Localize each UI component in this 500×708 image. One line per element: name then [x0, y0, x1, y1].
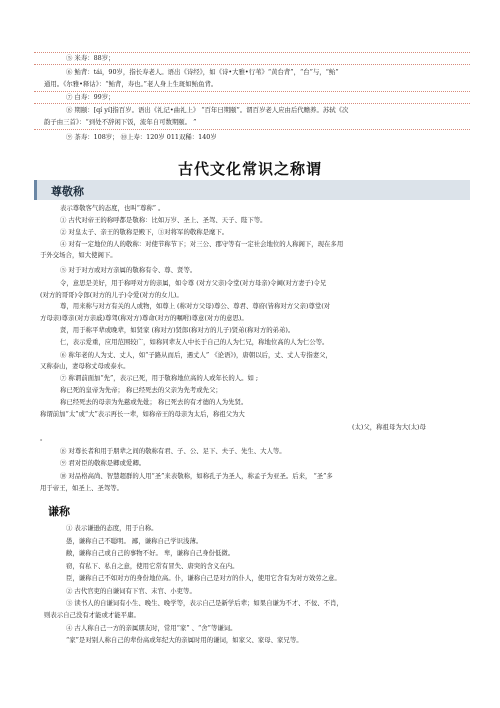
text-line: ⑨ 茶寿：108岁； ⑩上寿：120岁 011双稀：140岁: [66, 133, 217, 141]
text-line: ② 对皇太子、亲王的敬称是殿下，③对将军的敬称是麾下。: [60, 228, 229, 236]
page-title: 古代文化常识之称谓: [177, 160, 322, 178]
text-line: “家”是对别人称自己的辈份高或年纪大的亲属时用的谦词，如家父、家母、家兄等。: [66, 636, 303, 644]
section-header-humble: [34, 500, 470, 520]
text-line: ⑧ 对尊长者和用于朋辈之间的敬称有君、子、公、足下、夫子、先生、大人等。: [60, 447, 286, 455]
text-line: ⑨ 君对臣的敬称是卿或爱卿。: [60, 459, 146, 467]
text-line: ⑦ 称谓前面加“先”，表示已死，用于敬称地位高的人或年长的人。如 ;: [60, 374, 259, 382]
text-line: 通用。《尔雅•释诂》：“鲐背，寿也。”老人身上生斑如鲐鱼背。: [44, 80, 218, 88]
text-line: 韵子由三首》：“到处不辞闲下饭，流年自可数期颐。 ”: [44, 118, 197, 126]
text-line: 愚，谦称自己不聪明。 鄙，谦称自己学识浅薄。: [66, 537, 203, 545]
text-line: 称已经死去的母亲为先慈或先妣； 称已死去的有才德的人为先贤。: [60, 398, 248, 406]
text-line: 贤，用于称平辈或晚辈，如贤家 (称对方)贤郎(称对方的儿子)贤弟(称对方的弟弟)。: [60, 326, 295, 334]
text-line: 方母亲)尊亲(对方亲戚)尊驾(称对方)尊命(对方的嘱咐)尊意(对方的意思)。: [40, 314, 248, 322]
text-line: ③ 读书人的自谦词有小生、晚生、晚学等，表示自己是新学后辈；如果自谦为不才、不佞、不肖，: [66, 599, 343, 607]
text-line: ④ 古人称自己一方的亲属朋友时，常用“家” 、“舍”等谦词。: [66, 624, 237, 632]
section-heading: 尊敬称: [51, 185, 84, 198]
divider: [34, 129, 470, 130]
text-line: ⑥ 鲐背：tái，90岁，指长寿老人。语出《诗经》，如《诗•大雅•行苇》“黄台背”，“台”与，“鲐”: [66, 68, 339, 76]
text-line: 又称泰山，妻母称丈母或泰水。: [40, 362, 130, 370]
text-line: 令，意思是美好，用于称呼对方的亲属，如令尊 (对方父亲)令堂(对方母亲)令阃(对方妻子)令兄: [60, 279, 327, 287]
text-line: 臣，谦称自己不如对方的身份地位高。仆，谦称自己是对方的仆人，使用它含有为对方效劳之意。: [66, 574, 341, 582]
text-line: 仁，表示爱重，应用范围较广，如称同辈友人中长于自己的人为仁兄，称地位高的人为仁公等。: [60, 338, 329, 346]
divider: [34, 91, 470, 92]
text-line: (太)父，称祖母为大(太)母: [352, 423, 426, 431]
text-line: 。: [40, 434, 47, 442]
text-line: (对方的哥哥)令郎(对方的儿子)令爱(对方的女儿)。: [40, 291, 183, 299]
text-line: ⑤ 对于对方或对方亲属的敬称有令、尊、贤等。: [60, 266, 197, 274]
text-line: ⑤ 米寿：88岁；: [66, 54, 115, 62]
text-line: 则表示自己没有才能或才能平庸。: [44, 611, 140, 619]
text-line: 称已死的皇帝为先帝； 称已经死去的父亲为先考或先父；: [60, 386, 222, 394]
text-line: 称谓前加“太”或“大”表示再长一辈，如称帝王的母亲为太后，称祖父为大: [40, 410, 245, 418]
section-header-respectful: [34, 180, 470, 200]
text-line: 表示尊敬客气的态度，也叫“尊称” 。: [60, 204, 165, 212]
text-line: ④ 对有一定地位的人的敬称：对使节称节下；对三公、郡守等有一定社会地位的人称阁下，现在多用: [60, 240, 344, 248]
divider: [34, 52, 470, 53]
text-line: 窃，有私下、私自之意，使用它常有冒失、唐突的含义在内。: [66, 562, 239, 570]
text-line: ⑦ 白寿：99岁；: [66, 93, 115, 101]
text-line: ⑧ 期颐：[qí yí]指百岁。语出《礼记•曲礼上》 “百年曰期颐”。谓百岁老人应由后代赡养。苏轼《次: [66, 106, 349, 114]
text-line: 用于帝王，如圣上、圣驾等。: [40, 484, 124, 492]
text-line: ⑩ 对品格高尚、智慧超群的人用“圣”来表敬称，如称孔子为圣人，称孟子为亚圣。后来， “圣”多: [60, 472, 333, 480]
text-line: 敝，谦称自己或自己的事物不好。 卑，谦称自己身份低微。: [66, 549, 235, 557]
text-line: ① 表示谦逊的态度，用于自称。: [66, 524, 158, 532]
text-line: ① 古代对帝王的称呼都是敬称：比如万岁、圣上、圣驾、天子、陛下等。: [60, 216, 267, 224]
text-line: ⑥ 称年老的人为丈、丈人，如“子路从而后，遇丈人” 《论语》)，唐朝以后，丈、丈人专指妻父，: [60, 351, 332, 359]
divider: [34, 103, 470, 104]
text-line: ② 古代官吏的自谦词有下官、末官、小吏等。: [66, 587, 196, 595]
divider: [34, 64, 470, 65]
text-line: 于外交场合，如大使阁下。: [40, 251, 117, 259]
section-heading: 谦称: [48, 505, 70, 518]
text-line: 尊，用来称与对方有关的人或物，如尊上 (称对方父母)尊公、尊君、尊府(皆称对方父亲)尊堂(对: [60, 302, 331, 310]
